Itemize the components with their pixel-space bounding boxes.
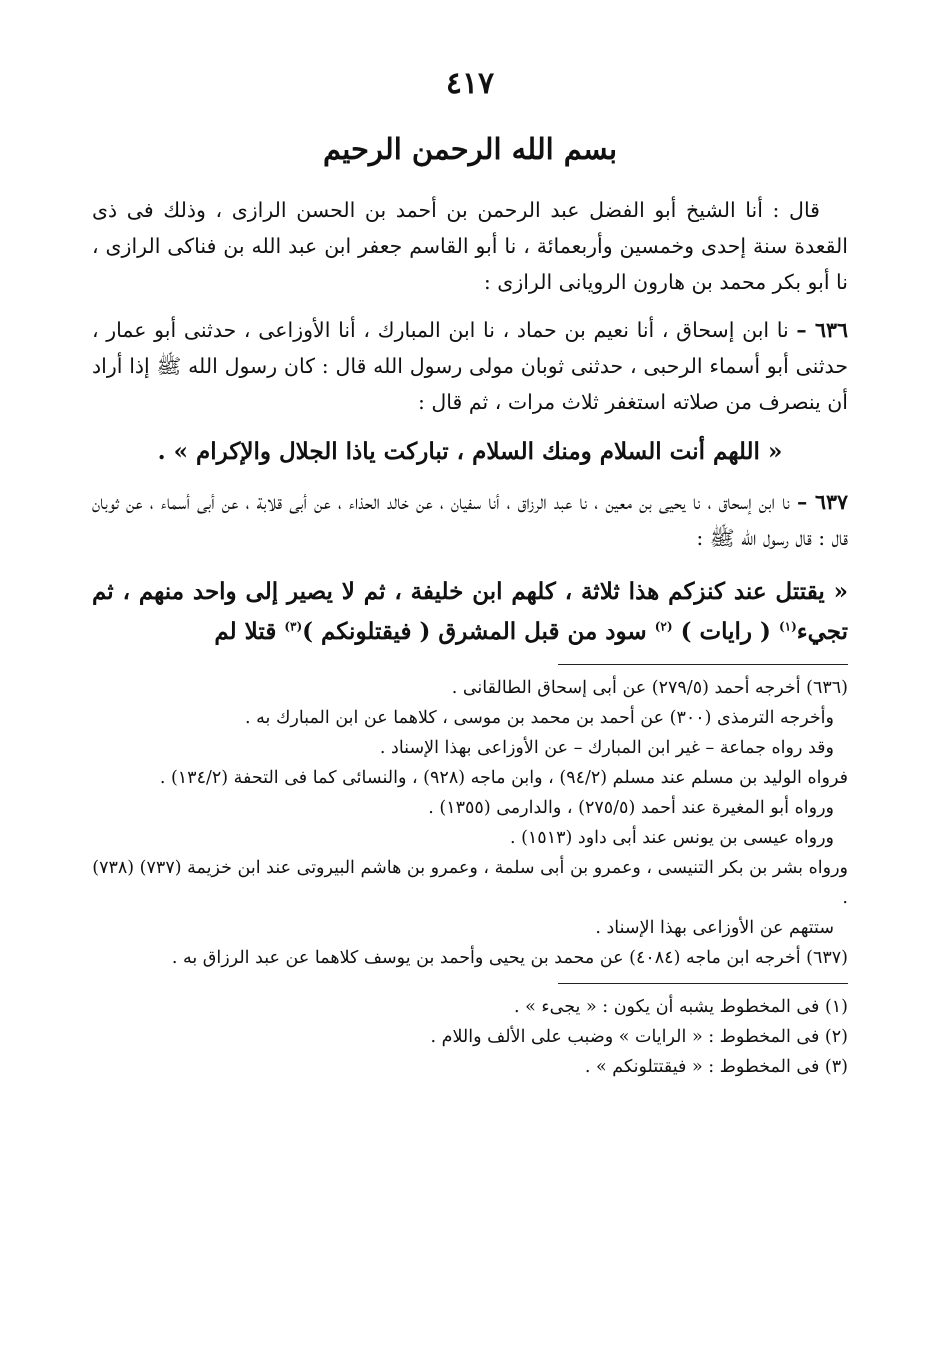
footnote-marker: (١) [778,619,797,634]
footnote-marker: (٣) [284,619,303,634]
hadith-text: نا ابن إسحاق ، نا يحيى بن معين ، نا عبد الرزاق ، أنا سفيان ، عن خالد الحذاء ، عن أبى قلابة ، عن أبى أسماء ، عن ثوبان قال : قال رسول الله ﷺ : [92,490,848,550]
note-line: (٢) فى المخطوط : « الرايات » وضبب على الألف واللام . [430,1027,848,1047]
hadith-636-quote: « اللهم أنت السلام ومنك السلام ، تباركت ياذا الجلال والإكرام » . [157,438,783,465]
quote-part: قتلا لم [214,618,277,645]
quote-part: ( رايات ) [680,618,771,645]
footnote-line: (٦٣٦) أخرجه أحمد (٢٧٩/٥) عن أبى إسحاق الطالقانى . [451,678,848,698]
hadith-number: ٦٣٦ – [796,318,848,342]
footnote-line: وأخرجه الترمذى (٣٠٠) عن أحمد بن محمد بن موسى ، كلاهما عن ابن المبارك به . [245,708,834,728]
footnote-line: ستتهم عن الأوزاعى بهذا الإسناد . [595,918,834,938]
footnote-line: فرواه الوليد بن مسلم عند مسلم (٩٤/٢) ، وابن ماجه (٩٢٨) ، والنسائى كما فى التحفة (١٣٤/٢) . [159,768,848,788]
quote-part: سود من قبل المشرق ( فيقتلونكم ) [302,618,647,645]
book-page [92,64,848,1082]
takhrij-footnotes [92,673,848,973]
hadith-637 [92,484,848,556]
footnote-line: ورواه بشر بن بكر التنيسى ، وعمرو بن أبى سلمة ، وعمرو بن هاشم البيروتى عند ابن خزيمة (٧٣٧) (٧٣٨) . [92,858,848,908]
footnote-line: ورواه عيسى بن يونس عند أبى داود (١٥١٣) . [509,828,834,848]
basmala-heading: بسم الله الرحمن الرحيم [322,132,618,166]
footnote-line: (٦٣٧) أخرجه ابن ماجه (٤٠٨٤) عن محمد بن يحيى وأحمد بن يوسف كلاهما عن عبد الرزاق به . [171,948,848,968]
footnote-line: وقد رواه جماعة – غير ابن المبارك – عن الأوزاعى بهذا الإسناد . [379,738,834,758]
hadith-text: نا ابن إسحاق ، أنا نعيم بن حماد ، نا ابن المبارك ، أنا الأوزاعى ، حدثنى أبو عمار ، حدثنى أبو أسماء الرحبى ، حدثنى ثوبان مولى رسول الله قال : كان رسول الله ﷺ إذا أراد أن ينصرف من صلاته استغفر ثلاث مرات ، ثم قال : [92,318,848,414]
footnote-marker: (٢) [654,619,673,634]
hadith-number: ٦٣٧ – [796,490,848,514]
note-line: (١) فى المخطوط يشبه أن يكون : « يجىء » . [514,997,848,1017]
hadith-636 [92,312,848,420]
page-number: ٤١٧ [445,66,495,101]
hadith-637-quote [92,572,848,652]
footnote-separator [558,664,848,665]
quote-part: « يقتتل عند كنزكم هذا ثلاثة ، كلهم ابن خليفة ، ثم لا يصير إلى واحد منهم ، ثم تجيء [92,578,848,645]
footnote-line: ورواه أبو المغيرة عند أحمد (٢٧٥/٥) ، والدارمى (١٣٥٥) . [428,798,834,818]
note-line: (٣) فى المخطوط : « فيقتتلونكم » . [584,1057,848,1077]
intro-paragraph: قال : أنا الشيخ أبو الفضل عبد الرحمن بن أحمد بن الحسن الرازى ، وذلك فى ذى القعدة سنة إحدى وخمسين وأربعمائة ، نا أبو القاسم جعفر ابن عبد الله بن فناكى الرازى ، نا أبو بكر محمد بن هارون الرويانى الرازى : [92,198,848,294]
manuscript-notes [92,992,848,1082]
notes-separator [558,983,848,984]
